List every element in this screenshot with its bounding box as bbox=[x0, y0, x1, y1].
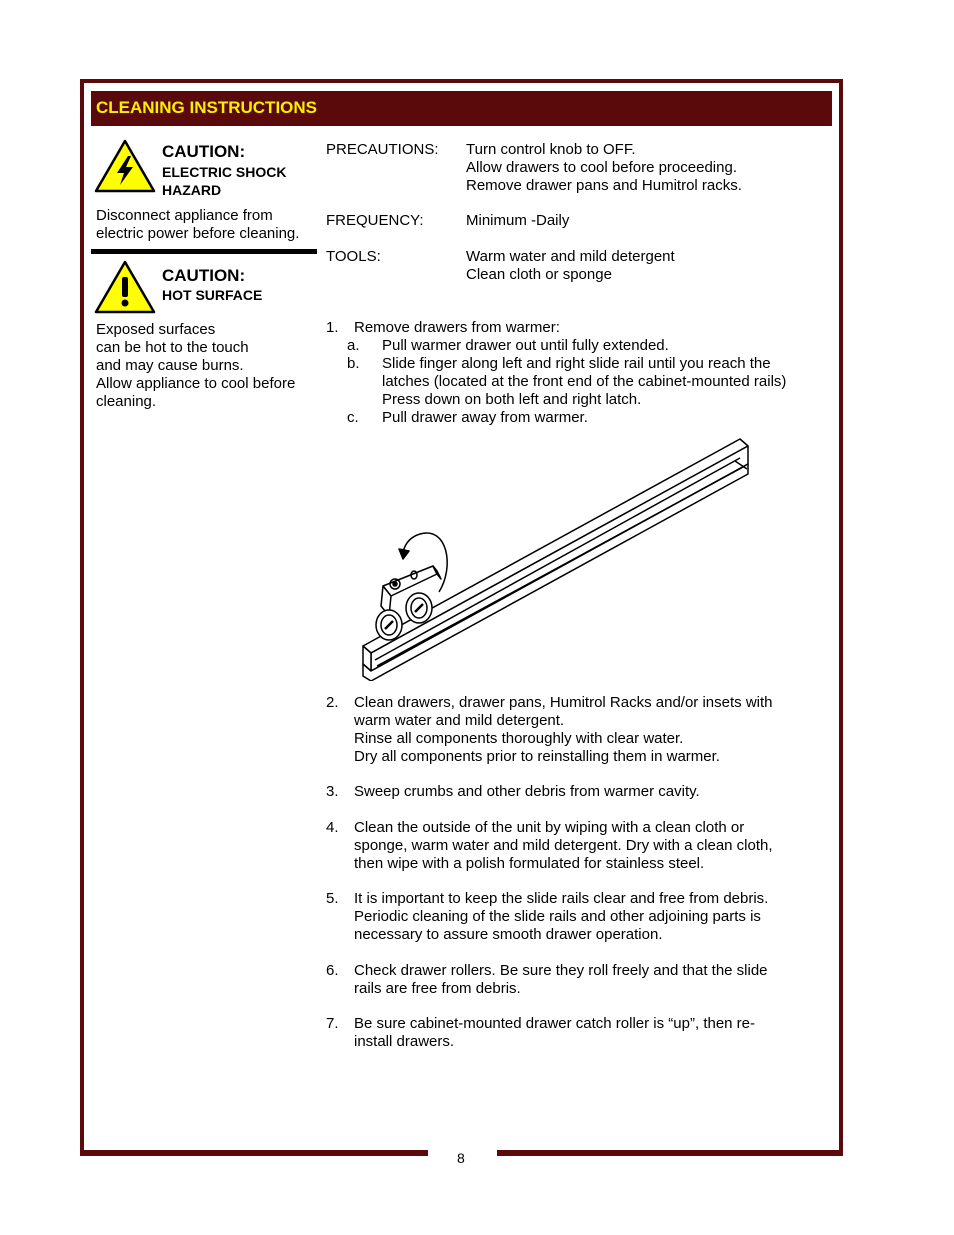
step-text: Periodic cleaning of the slide rails and other adjoining parts is bbox=[354, 908, 761, 925]
caution-text: and may cause burns. bbox=[96, 357, 244, 374]
tool-item: Clean cloth or sponge bbox=[466, 266, 612, 283]
caution-text: can be hot to the touch bbox=[96, 339, 249, 356]
tool-item: Warm water and mild detergent bbox=[466, 248, 675, 265]
step-text: necessary to assure smooth drawer operation. bbox=[354, 926, 663, 943]
caution-text: cleaning. bbox=[96, 393, 157, 410]
step-text: It is important to keep the slide rails clear and free from debris. bbox=[354, 890, 769, 907]
step-text: Check drawer rollers. Be sure they roll freely and that the slide bbox=[354, 962, 768, 979]
step-number: 3. bbox=[326, 783, 339, 800]
step-text: Sweep crumbs and other debris from warmer cavity. bbox=[354, 783, 700, 800]
caution-title: CAUTION: bbox=[162, 142, 246, 161]
substep-text: Pull drawer away from warmer. bbox=[382, 409, 588, 426]
step-text: warm water and mild detergent. bbox=[354, 712, 565, 729]
caution-subtitle: ELECTRIC SHOCK bbox=[162, 164, 287, 180]
caution-title: CAUTION: bbox=[162, 266, 246, 285]
step-number: 6. bbox=[326, 962, 339, 979]
step-text: Rinse all components thoroughly with clear water. bbox=[354, 730, 684, 747]
frequency-label: FREQUENCY: bbox=[326, 212, 424, 229]
section-title: CLEANING INSTRUCTIONS bbox=[96, 98, 317, 117]
substep-text: Press down on both left and right latch. bbox=[382, 391, 642, 408]
caution-text: Disconnect appliance from bbox=[96, 207, 273, 224]
caution-subtitle: HAZARD bbox=[162, 182, 222, 198]
substep-label: a. bbox=[347, 337, 360, 354]
frame-bottom-right bbox=[497, 1150, 843, 1156]
precaution-item: Remove drawer pans and Humitrol racks. bbox=[466, 177, 742, 194]
substep-text: Slide finger along left and right slide rail until you reach the bbox=[382, 355, 771, 372]
divider bbox=[91, 249, 317, 254]
step-number: 7. bbox=[326, 1015, 339, 1032]
caution-text: Exposed surfaces bbox=[96, 321, 216, 338]
step-text: install drawers. bbox=[354, 1033, 455, 1050]
substep-label: b. bbox=[347, 355, 360, 372]
step-text: Clean drawers, drawer pans, Humitrol Racks and/or insets with bbox=[354, 694, 773, 711]
substep-text: Pull warmer drawer out until fully extended. bbox=[382, 337, 669, 354]
frame-bottom-left bbox=[80, 1150, 428, 1156]
precaution-item: Turn control knob to OFF. bbox=[466, 141, 636, 158]
caution-subtitle: HOT SURFACE bbox=[162, 287, 263, 303]
page-number: 8 bbox=[457, 1150, 465, 1166]
exclamation-warning-icon bbox=[94, 260, 156, 314]
caution-text: Allow appliance to cool before bbox=[96, 375, 296, 392]
substep-label: c. bbox=[347, 409, 359, 426]
precautions-label: PRECAUTIONS: bbox=[326, 141, 439, 158]
slide-rail-diagram bbox=[355, 436, 755, 681]
step-number: 4. bbox=[326, 819, 339, 836]
section-header bbox=[91, 91, 832, 126]
step-number: 1. bbox=[326, 319, 339, 336]
substep-text: latches (located at the front end of the cabinet-mounted rails) bbox=[382, 373, 787, 390]
step-text: sponge, warm water and mild detergent. Dry with a clean cloth, bbox=[354, 837, 773, 854]
precaution-item: Allow drawers to cool before proceeding. bbox=[466, 159, 737, 176]
step-text: Remove drawers from warmer: bbox=[354, 319, 560, 336]
caution-text: electric power before cleaning. bbox=[96, 225, 300, 242]
frequency-value: Minimum -Daily bbox=[466, 212, 570, 229]
step-text: Dry all components prior to reinstalling them in warmer. bbox=[354, 748, 720, 765]
step-number: 5. bbox=[326, 890, 339, 907]
step-text: then wipe with a polish formulated for stainless steel. bbox=[354, 855, 705, 872]
step-number: 2. bbox=[326, 694, 339, 711]
step-text: Be sure cabinet-mounted drawer catch roller is “up”, then re- bbox=[354, 1015, 756, 1032]
step-text: rails are free from debris. bbox=[354, 980, 521, 997]
step-text: Clean the outside of the unit by wiping with a clean cloth or bbox=[354, 819, 745, 836]
tools-label: TOOLS: bbox=[326, 248, 381, 265]
electric-shock-warning-icon bbox=[94, 139, 156, 193]
